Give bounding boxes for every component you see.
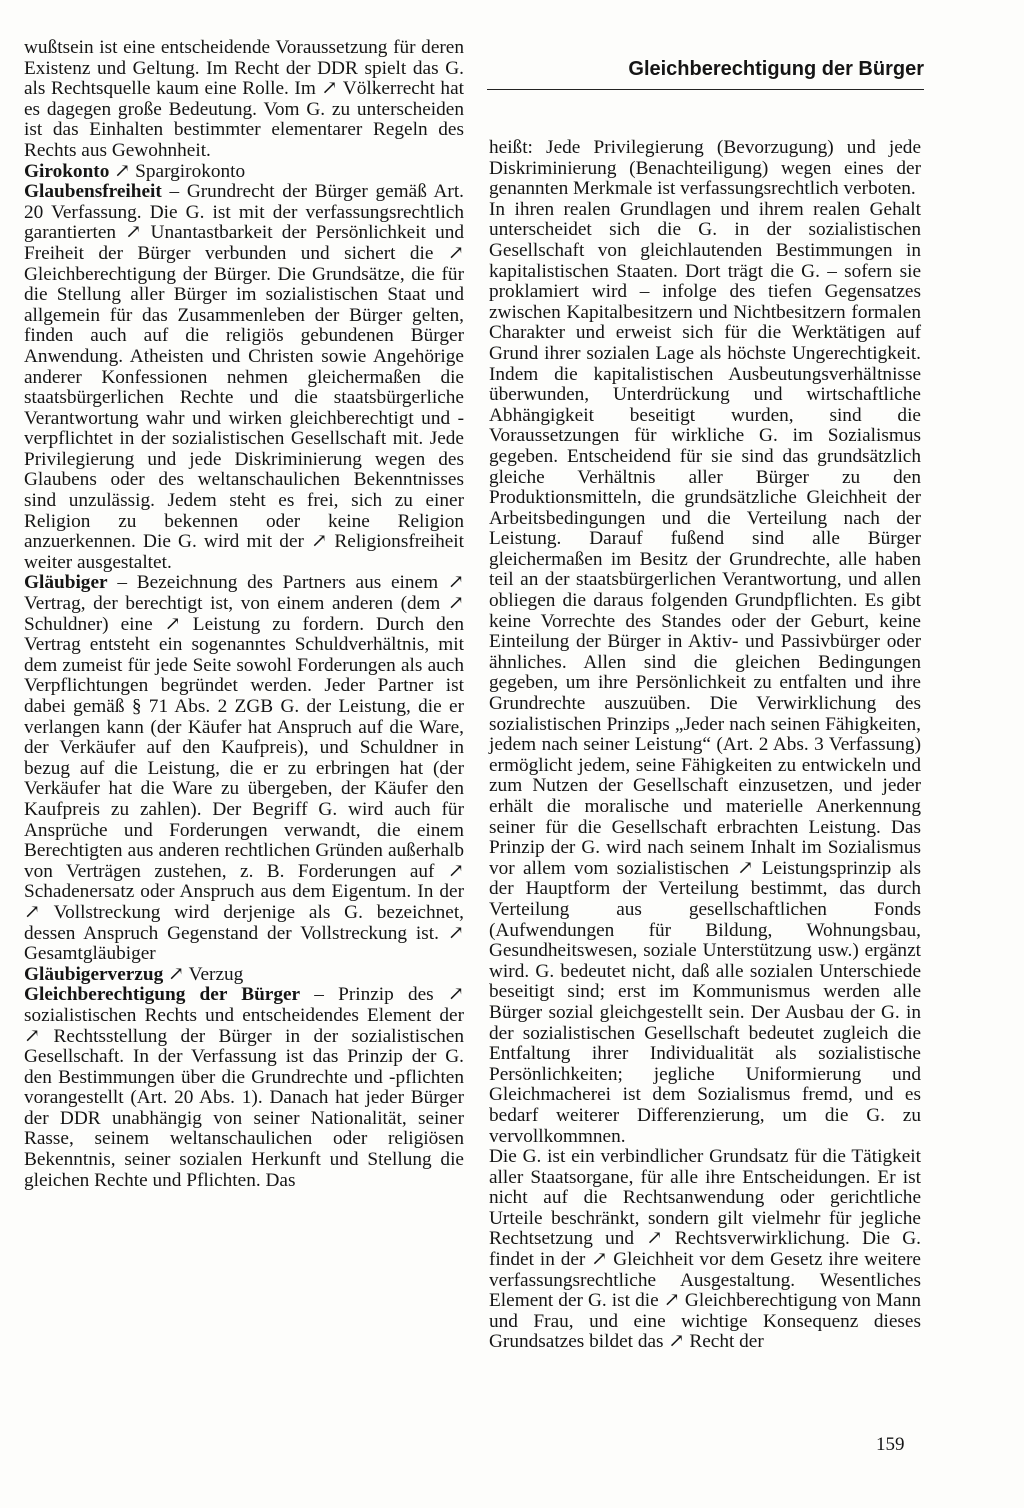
right-column xyxy=(489,138,921,1353)
entry-text: – Grundrecht der Bürger gemäß Art. 20 Verfassung. Die G. ist mit der verfassungsrechtlich garantierten ↗ Unantastbarkeit der Persönlichkeit und Freiheit der Bürger verbunden und sichert die ↗ Gleichberechtigung der Bürger. Die Grundsätze, die für die Stellung aller Bürger im sozialistischen Staat und allgemein für das Zusammenleben der Bürger gelten, finden auch auf die religiös gebundenen Bürger Anwendung. Atheisten und Christen sowie Angehörige anderer Konfessionen nehmen gleichermaßen die staatsbürgerlichen Rechte und die staatsbürgerliche Verantwortung wahr und wirken gleichberechtigt und -verpflichtet in der sozialistischen Gesellschaft mit. Jede Privilegierung und jede Diskriminierung wegen des Glaubens oder des weltanschaulichen Bekenntnisses sind unzulässig. Jedem steht es frei, sich zu einer Religion zu bekennen oder keine Religion anzuerkennen. Die G. wird mit der ↗ Religionsfreiheit weiter ausgestaltet. xyxy=(24,181,464,573)
entry-term: Girokonto xyxy=(24,160,110,182)
intro-paragraph: wußtsein ist eine entscheidende Voraussetzung für deren Existenz und Geltung. Im Recht der DDR spielt das G. als Rechtsquelle kaum eine Rolle. Im ↗ Völkerrecht hat es dagegen große Bedeutung. Vom G. zu unterscheiden ist das Einhalten bestimmter elementarer Regeln des Rechts aus Gewohnheit. xyxy=(24,37,464,161)
entry-text: ↗ Spargirokonto xyxy=(109,160,246,182)
entry-girokonto xyxy=(24,162,464,183)
paragraph: heißt: Jede Privilegierung (Bevorzugung) und jede Diskriminierung (Benachteiligung) wegen eines der genannten Merkmale ist verfassungsrechtlich verboten. xyxy=(489,137,921,200)
entry-term: Gläubigerverzug xyxy=(24,963,164,985)
paragraph: Die G. ist ein verbindlicher Grundsatz für die Tätigkeit aller Staatsorgane, für alle ihre Entscheidungen. Er ist nicht auf die Rechtsanwendung oder gerichtliche Urteile beschränkt, sondern gilt vielmehr für jegliche Rechtsetzung und ↗ Rechtsverwirklichung. Die G. findet in der ↗ Gleichheit vor dem Gesetz ihre weitere verfassungsrechtliche Ausgestaltung. Wesentliches Element der G. ist die ↗ Gleichberechtigung von Mann und Frau, und eine wichtige Konsequenz dieses Grundsatzes bildet das ↗ Recht der xyxy=(489,1146,921,1353)
entry-text: – Bezeichnung des Partners aus einem ↗ Vertrag, der berechtigt ist, von einem anderen (dem ↗ Schuldner) eine ↗ Leistung zu fordern. Durch den Vertrag entsteht ein sogenanntes Schuldverhältnis, mit dem zumeist für jede Seite sowohl Forderungen als auch Verpflichtungen begründet werden. Jeder Partner ist dabei gemäß § 71 Abs. 2 ZGB G. der Leistung, die er verlangen kann (der Käufer hat Anspruch auf die Ware, der Verkäufer auf den Kaufpreis), und Schuldner in bezug auf die Leistung, die er zu erbringen hat (der Verkäufer hat die Ware zu übergeben, der Käufer den Kaufpreis zu zahlen). Der Begriff G. wird auch für Ansprüche und Forderungen verwandt, die einem Berechtigten aus anderen rechtlichen Gründen außerhalb von Verträgen zustehen, z. B. Forderungen auf ↗ Schadenersatz oder Anspruch aus dem Eigentum. In der ↗ Vollstreckung wird derjenige als G. bezeichnet, dessen Anspruch Gegenstand der Vollstreckung ist. ↗ Gesamtgläubiger xyxy=(24,572,464,965)
running-head: Gleichberechtigung der Bürger xyxy=(487,58,924,90)
entry-term: Glaubensfreiheit xyxy=(24,181,162,203)
entry-glaubensfreiheit xyxy=(24,182,464,573)
entry-glaeubiger xyxy=(24,573,464,964)
entry-text: ↗ Verzug xyxy=(163,963,244,985)
entry-gleichberechtigung xyxy=(24,985,464,1191)
entry-text: – Prinzip des ↗ sozialistischen Rechts und entscheidendes Element der ↗ Rechtsstellung der Bürger in der sozialistischen Gesellschaft. In der Verfassung ist das Prinzip der G. den Bestimmungen über die Grundrechte und -pflichten vorangestellt (Art. 20 Abs. 1). Danach hat jeder Bürger der DDR unabhängig von seiner Nationalität, seiner Rasse, seinem weltanschaulichen oder religiösen Bekenntnis, seiner sozialen Herkunft und Stellung die gleichen Rechte und Pflichten. Das xyxy=(24,984,464,1191)
entry-term: Gleichberechtigung der Bürger xyxy=(24,984,301,1006)
paragraph: In ihren realen Grundlagen und ihrem realen Gehalt unterscheidet sich die G. in der sozialistischen Gesellschaft von gleichlautenden Bestimmungen in kapitalistischen Staaten. Dort trägt die G. – sofern sie proklamiert wird – infolge des tiefen Gegensatzes zwischen Kapitalbesitzern und Nichtbesitzern formalen Charakter und erweist sich für die Werktätigen auf Grund ihrer sozialen Lage als höchste Ungerechtigkeit. Indem die kapitalistischen Ausbeutungsverhältnisse überwunden, Unterdrückung und wirtschaftliche Abhängigkeit beseitigt wurden, sind die Voraussetzungen für wirkliche G. im Sozialismus gegeben. Entscheidend für sie sind das grundsätzlich gleiche Verhältnis aller Bürger zu den Produktionsmitteln, die grundsätzliche Gleichheit der Arbeitsbedingungen und die Verteilung nach der Leistung. Darauf fußend sind alle Bürger gleichermaßen im Besitz der Grundrechte, alle haben teil an der staatsbürgerlichen Verantwortung, und allen obliegen die daraus folgenden Grundpflichten. Es gibt keine Vorrechte des Standes oder der Geburt, keine Einteilung der Bürger in Aktiv- und Passivbürger oder ähnliches. Allen sind die gleichen Bedingungen gegeben, um ihre Persönlichkeit zu entfalten und ihre Grundrechte auszuüben. Die Verwirklichung des sozialistischen Prinzips „Jeder nach seinen Fähigkeiten, jedem nach seiner Leistung“ (Art. 2 Abs. 3 Verfassung) ermöglicht jedem, seine Fähigkeiten zu entwickeln und zum Nutzen der Gesellschaft einzusetzen, und jeder erhält die moralische und materielle Anerkennung seiner für die Gesellschaft erbrachten Leistung. Das Prinzip der G. wird nach seinem Inhalt im Sozialismus vor allem vom sozialistischen ↗ Leistungsprinzip als der Hauptform der Verteilung bestimmt, das durch Verteilung aus gesellschaftlichen Fonds (Aufwendungen für Bildung, Wohnungsbau, Gesundheitswesen, soziale Unterstützung usw.) ergänzt wird. G. bedeutet nicht, daß alle sozialen Unterschiede beseitigt sind; erst im Kommunismus werden alle Bürger sozial gleichgestellt sein. Der Ausbau der G. in der sozialistischen Gesellschaft bedeutet zugleich die Entfaltung ihrer Individualität als sozialistische Persönlichkeiten; jegliche Uniformierung und Gleichmacherei ist dem Sozialismus fremd, und es bedarf weiterer Differenzierung, um die G. zu vervollkommnen. xyxy=(489,198,921,1147)
left-column xyxy=(24,38,464,1191)
page-number: 159 xyxy=(876,1434,905,1455)
entry-term: Gläubiger xyxy=(24,572,108,594)
entry-glaeubigerverzug xyxy=(24,965,464,986)
